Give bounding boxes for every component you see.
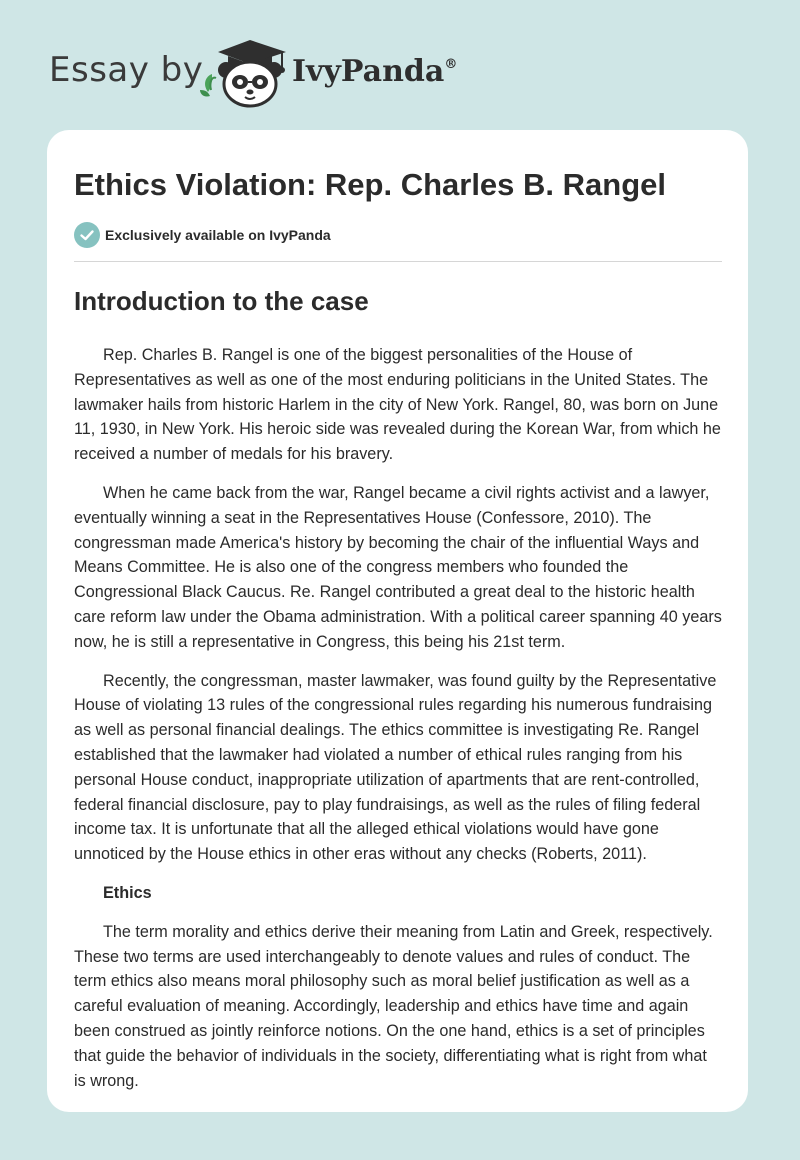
essay-by-label: Essay by — [49, 50, 204, 90]
article-card — [47, 130, 748, 1112]
paragraph: Rep. Charles B. Rangel is one of the biggest personalities of the House of Representatives as well as one of the most enduring politicians in the United States. The lawmaker hails from historic Harlem in the city of New York. Rangel, 80, was born on June 11, 1930, in New York. His heroic side was revealed during the Korean War, from which he received a number of medals for his bravery. — [74, 346, 721, 464]
paragraph: The term morality and ethics derive their meaning from Latin and Greek, respectively. These two terms are used interchangeably to denote values and rules of conduct. The term ethics also means moral philosophy such as moral belief justification as well as a careful evaluation of meaning. Accordingly, leadership and ethics have time and again been construed as jointly reinforce notions. On the one hand, ethics is a set of principles that guide the behavior of individuals in the society, differentiating what is right from what is wrong. — [74, 922, 713, 1090]
article-body — [74, 343, 722, 1107]
section-heading: Introduction to the case — [74, 286, 369, 316]
ivypanda-logo-icon[interactable] — [198, 34, 290, 108]
paragraph: Recently, the congressman, master lawmaker, was found guilty by the Representative House of violating 13 rules of the congressional rules regarding his numerous fundraising as well as personal financial dealings. The ethics committee is investigating Re. Rangel established that the lawmaker had violated a number of ethical rules ranging from his personal House conduct, inappropriate utilization of apartments that are rent-controlled, federal financial disclosure, pay to play fundraisings, as well as the rules of filing federal income tax. It is unfortunate that all the alleged ethical violations would have gone unnoticed by the House ethics in other eras without any checks (Roberts, 2011). — [74, 671, 717, 864]
check-icon — [74, 222, 100, 248]
subheading: Ethics — [103, 883, 152, 902]
brand-text: IvyPanda — [292, 54, 445, 89]
page-title: Ethics Violation: Rep. Charles B. Rangel — [74, 167, 666, 202]
site-header — [0, 0, 800, 130]
exclusive-badge — [74, 222, 331, 248]
registered-mark: ® — [444, 57, 458, 72]
divider — [74, 261, 722, 262]
brand-name[interactable] — [292, 54, 457, 89]
paragraph: When he came back from the war, Rangel became a civil rights activist and a lawyer, eventually winning a seat in the Representatives House (Confessore, 2010). The congressman made America's history by becoming the chair of the influential Ways and Means Committee. He is also one of the congress members who founded the Congressional Black Caucus. Re. Rangel contributed a great deal to the historic health care reform law under the Obama administration. With a political career spanning 40 years now, he is still a representative in Congress, this being his 21st term. — [74, 483, 722, 651]
exclusive-label: Exclusively available on IvyPanda — [105, 227, 331, 243]
